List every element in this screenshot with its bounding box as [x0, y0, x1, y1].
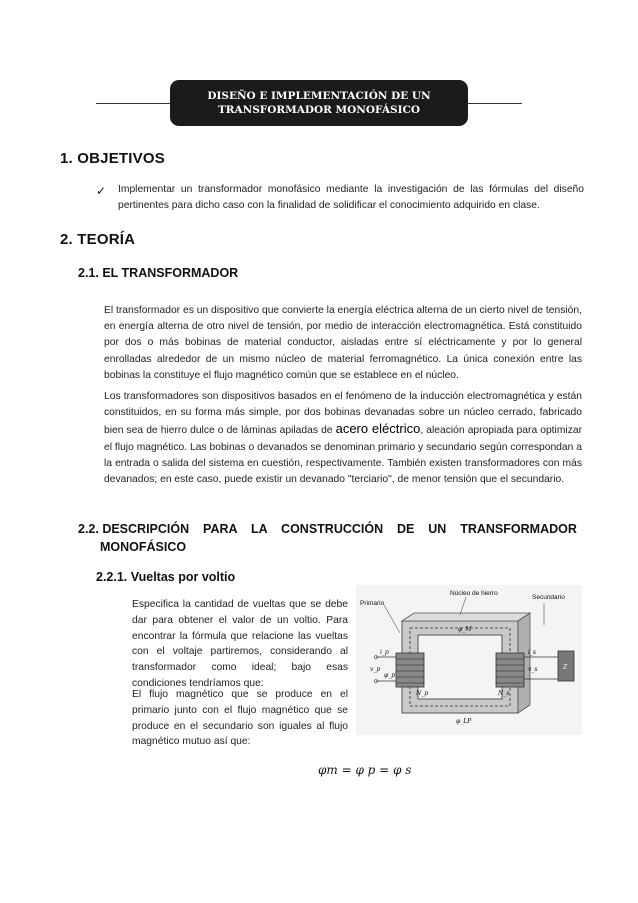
primary-coil [396, 653, 424, 687]
flux-equation: φm = φ p = φ s [318, 763, 412, 777]
paragraph-transformador-construction [104, 389, 582, 488]
symbol-vp: v_p [370, 666, 381, 673]
header-rule-left [96, 103, 176, 104]
title-line-2: TRANSFORMADOR MONOFÁSICO [217, 104, 421, 116]
symbol-load: Z [563, 664, 568, 671]
paragraph-part-1: Los transformadores son dispositivos basados en el fenómeno de la inducción electromagnética y están constituidos, en su forma más simple, por dos bobinas devanadas sobre un núcleo cerrado, fabricado bien sea de hierro dulce o de láminas apiladas de [104, 391, 582, 437]
symbol-ip: i_p [380, 649, 389, 656]
title-line-1: DISEÑO E IMPLEMENTACIÓN DE UN [207, 90, 431, 102]
paragraph-vueltas-intro: Especifica la cantidad de vueltas que se debe dar para obtener el valor de un voltio. Para encontrar la fórmula que relacione las vueltas con el voltaje partiremos, considerando al transformador como ideal; bajo esas condiciones tendríamos que: [132, 599, 348, 689]
subsection-heading-transformador: 2.1. EL TRANSFORMADOR [78, 266, 239, 280]
subsection-heading-descripcion: 2.2. DESCRIPCIÓN PARA LA CONSTRUCCIÓN DE UN TRANSFORMADOR [78, 522, 577, 536]
symbol-ns: N_s [498, 690, 510, 697]
label-secundario: Secundario [532, 594, 565, 601]
subsection-heading-descripcion-line2: MONOFÁSICO [100, 540, 187, 554]
checkmark-icon: ✓ [96, 184, 107, 198]
symbol-vs: v_s [528, 666, 538, 673]
paragraph-flujo-magnetico: El flujo magnético que se produce en el primario junto con el flujo magnético que se produce en el secundario son iguales al flujo magnético mutuo así que: [132, 689, 348, 748]
symbol-phi-m: φ_M [458, 626, 472, 633]
acero-electrico-term: acero eléctrico [335, 421, 421, 437]
subsubsection-heading-vueltas-por-voltio: 2.2.1. Vueltas por voltio [96, 570, 236, 584]
label-nucleo-de-hierro: Núcleo de hierro [450, 590, 498, 597]
symbol-phi-lp: φ_LP [456, 718, 472, 725]
section-heading-teoria: 2. TEORÍA [60, 231, 136, 248]
secondary-coil [496, 653, 524, 687]
header-rule-right [466, 103, 522, 104]
paragraph-transformador-definition: El transformador es un dispositivo que convierte la energía eléctrica alterna de un cierto nivel de tensión, en energía alterna de otro nivel de tensión, por medio de interacción electromagnética. Está constituido por dos o más bobinas de material conductor, aisladas entre sí eléctricamente y por lo general enrolladas alrededor de un mismo núcleo de material ferromagnético. La única conexión entre las bobinas la constituye el flujo magnético común que se establece en el núcleo. [104, 305, 582, 381]
document-title-banner [170, 80, 468, 126]
core-top-face [402, 613, 530, 621]
objective-bullet-text: Implementar un transformador monofásico mediante la investigación de las fórmulas del diseño pertinentes para dicho caso con la finalidad de solidificar el conocimiento adquirido en clase. [118, 184, 584, 212]
symbol-np: N_p [416, 690, 429, 697]
symbol-phi-p: φ_p [384, 672, 396, 679]
transformer-diagram [356, 585, 582, 735]
symbol-is: i_s [528, 649, 536, 656]
label-primario: Primario [360, 600, 385, 607]
section-heading-objetivos: 1. OBJETIVOS [60, 150, 165, 167]
core-window [418, 635, 502, 699]
paragraph-part-2: , aleación apropiada para optimizar el flujo magnético. Las bobinas o devanados se denominan primario y secundario según correspondan a la entrada o salida del sistema en cuestión, respectivamente. También existen transformadores con más devanados; en este caso, puede existir un devanado "terciario", de menor tensión que el secundario. [104, 425, 583, 486]
